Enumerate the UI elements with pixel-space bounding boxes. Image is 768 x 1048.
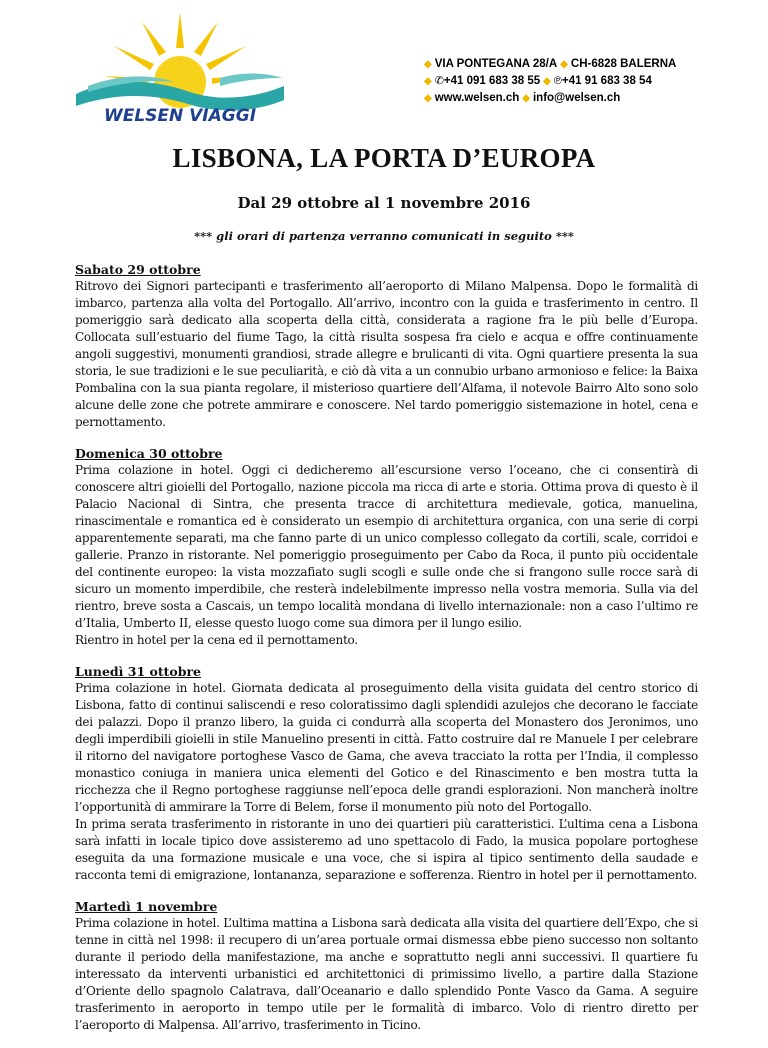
day-heading: Martedì 1 novembre	[75, 899, 218, 914]
day-section	[75, 445, 698, 649]
itinerary	[75, 261, 698, 1048]
bullet-icon: ◆	[424, 59, 432, 70]
welsen-viaggi-logo	[70, 8, 290, 128]
city-text: CH-6828 BALERNA	[570, 58, 677, 70]
page-title: LISBONA, LA PORTA D’EUROPA	[172, 143, 596, 173]
fax-icon: ℗	[553, 75, 562, 87]
departure-note: *** gli orari di partenza verranno comunicati in seguito ***	[194, 229, 574, 243]
day-description: Prima colazione in hotel. Oggi ci dedicheremo all’escursione verso l’oceano, che ci consentirà di conoscere altri gioielli del Portogallo, nazione piccola ma ricca di arte e storia. Ottima prova di questo è il Palacio Nacional di Sintra, che presenta tracce di architettura medievale, gotica, manuelina, rinascimentale e romantica ed è considerato un esempio di architettura organica, con una serie di corpi apparentemente separati, ma che fanno parte di un unico complesso collegato da cortili, scale, corridoi e gallerie. Pranzo in ristorante. Nel pomeriggio proseguimento per Cabo da Roca, il punto più occidentale del continente europeo: la vista mozzafiato sugli scogli e sulle onde che si frangono sulle rocce sarà di sicuro un momento imperdibile, che resterà indelebilmente impresso nella vostra memoria. Sulla via del rientro, breve sosta a Cascais, un tempo località mondana di livello internazionale: non a caso l’ultimo re d’Italia, Umberto II, elesse questo luogo come sua dimora per il lungo esilio. Rientro in hotel per la cena ed il pernottamento.	[75, 463, 698, 647]
phone-text[interactable]: +41 091 683 38 55	[443, 75, 541, 87]
bullet-icon: ◆	[560, 59, 568, 70]
address-line	[424, 56, 754, 73]
day-description: Prima colazione in hotel. L’ultima mattina a Lisbona sarà dedicata alla visita del quartiere dell’Expo, che si tenne in città nel 1998: il recupero di un’area portuale ormai dismessa ebbe pieno successo non soltanto durante il periodo della manifestazione, ma anche e soprattutto negli anni successivi. Il quartiere fu interessato da interventi urbanistici ed architettonici di primissimo livello, a partire dalla Stazione d’Oriente dello spagnolo Calatrava, dall’Oceanario e dallo splendido Ponte Vasco da Gama. A seguire trasferimento in aeroporto in tempo utile per le formalità di imbarco. Volo di rientro diretto per l’aeroporto di Malpensa. All’arrivo, trasferimento in Ticino.	[75, 916, 698, 1032]
day-section	[75, 663, 698, 884]
fax-text: +41 91 683 38 54	[561, 75, 652, 87]
day-heading: Sabato 29 ottobre	[75, 262, 201, 277]
day-section	[75, 261, 698, 431]
bullet-icon: ◆	[424, 93, 432, 104]
bullet-icon: ◆	[424, 76, 432, 87]
web-line	[424, 90, 754, 107]
email-link[interactable]: info@welsen.ch	[532, 92, 621, 104]
sun-logo-icon	[70, 8, 290, 128]
bullet-icon: ◆	[522, 93, 530, 104]
phone-line	[424, 73, 754, 90]
phone-icon: ✆	[434, 75, 444, 87]
bullet-icon: ◆	[543, 76, 551, 87]
address-text: VIA PONTEGANA 28/A	[434, 58, 558, 70]
day-description: Prima colazione in hotel. Giornata dedicata al proseguimento della visita guidata del centro storico di Lisbona, fatto di continui saliscendi e reso coloratissimo dagli splendidi azulejos che decorano le facciate dei palazzi. Dopo il pranzo libero, la guida ci condurrà alla scoperta del Monastero dos Jeronimos, uno degli imperdibili gioielli in stile Manuelino presenti in città. Fatto costruire dal re Manuele I per celebrare il ritorno del navigatore portoghese Vasco de Gama, che aveva tracciato la rotta per l’India, il complesso monastico coniuga in maniera unica elementi del Gotico e del Rinascimento e ben mostra tutta la ricchezza che il Regno portoghese raggiunse nell’epoca delle grandi esplorazioni. Non mancherà inoltre l’opportunità di ammirare la Torre di Belem, forse il monumento più noto del Portogallo. In prima serata trasferimento in ristorante in uno dei quartieri più caratteristici. L’ultima cena a Lisbona sarà infatti in locale tipico dove assisteremo ad uno spettacolo di Fado, la musica popolare portoghese eseguita da una formazione musicale e una voce, che si ispira al tipico sentimento della saudade e racconta temi di emigrazione, lontananza, separazione e sofferenza. Rientro in hotel per il pernottamento.	[75, 681, 698, 882]
day-heading: Lunedì 31 ottobre	[75, 664, 202, 679]
logo-text: WELSEN VIAGGI	[103, 106, 257, 126]
day-section	[75, 898, 698, 1034]
trip-dates: Dal 29 ottobre al 1 novembre 2016	[237, 194, 531, 212]
website-link[interactable]: www.welsen.ch	[434, 92, 520, 104]
day-heading: Domenica 30 ottobre	[75, 446, 223, 461]
day-description: Ritrovo dei Signori partecipanti e trasferimento all’aeroporto di Milano Malpensa. Dopo le formalità di imbarco, partenza alla volta del Portogallo. All’arrivo, incontro con la guida e trasferimento in centro. Il pomeriggio sarà dedicato alla scoperta della città, considerata a ragione fra le più belle d’Europa. Collocata sull’estuario del fiume Tago, la città risulta sospesa fra cielo e acqua e offre continuamente angoli suggestivi, monumenti grandiosi, strade allegre e brulicanti di vita. Ogni quartiere presenta la sua storia, le sue tradizioni e le sue peculiarità, e ciò dà vita a un connubio urbano armonioso e felice: la Baixa Pombalina con la sua pianta regolare, il misterioso quartiere dell’Alfama, il notevole Bairro Alto sono solo alcune delle zone che potrete ammirare e conoscere. Nel tardo pomeriggio sistemazione in hotel, cena e pernottamento.	[75, 279, 698, 429]
contact-block	[424, 56, 754, 107]
